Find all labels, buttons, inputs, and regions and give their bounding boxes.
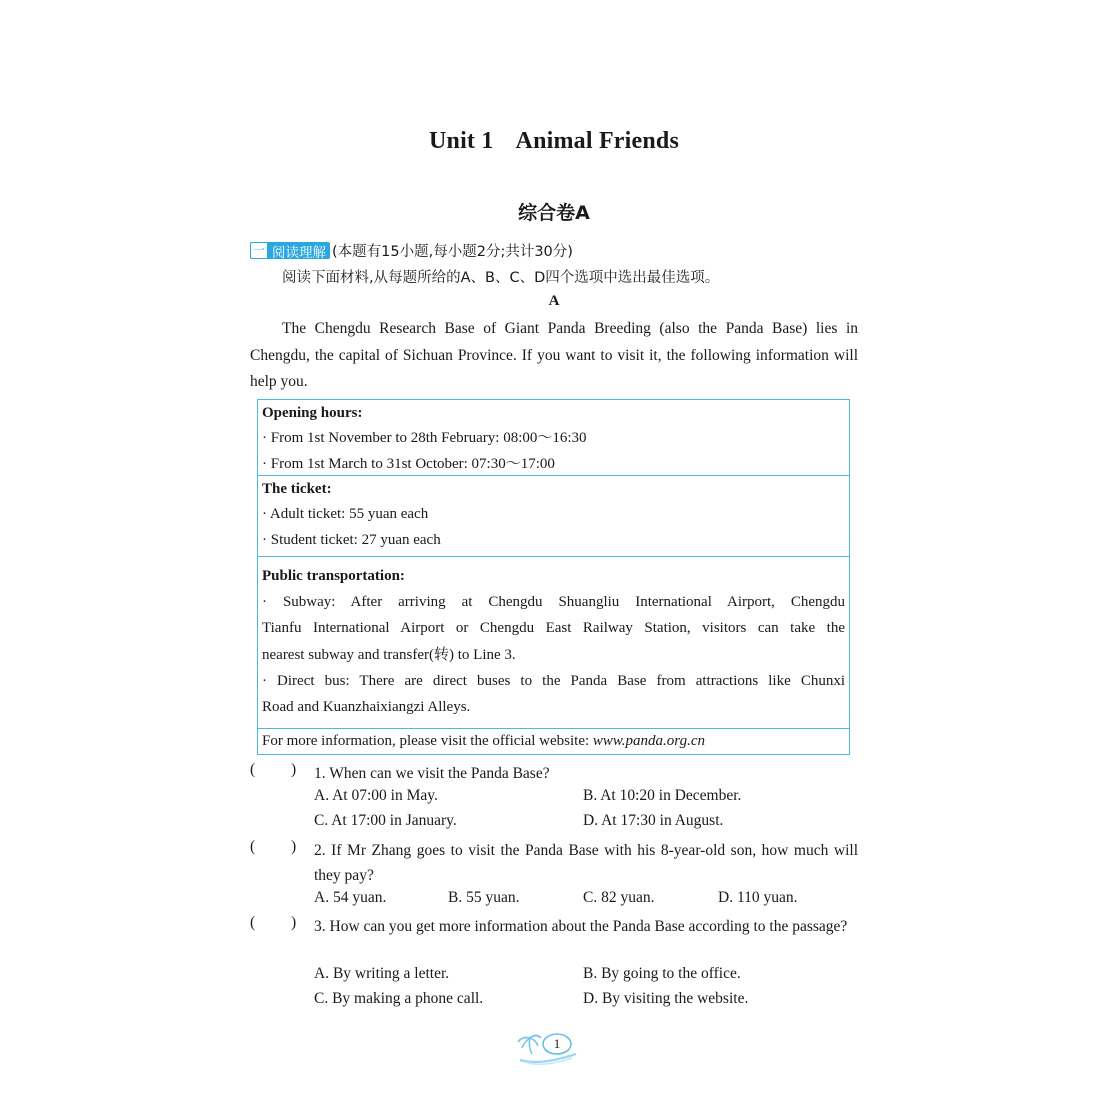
transportation-line: · Direct bus: There are direct buses to the Panda Base from attractions like Chunxi bbox=[262, 672, 845, 689]
option-c: C. At 17:00 in January. bbox=[314, 812, 457, 829]
more-info-line bbox=[262, 729, 845, 753]
info-box bbox=[257, 399, 850, 755]
more-info-text: For more information, please visit the official website: bbox=[262, 733, 593, 749]
section-header bbox=[250, 240, 573, 261]
instruction-text: 阅读下面材料,从每题所给的A、B、C、D四个选项中选出最佳选项。 bbox=[282, 270, 720, 286]
paper-subtitle: 综合卷A bbox=[518, 202, 590, 224]
section-number: 一 bbox=[250, 242, 268, 259]
question-text: 1. When can we visit the Panda Base? bbox=[314, 765, 550, 782]
question-text: 3. How can you get more information about the Panda Base according to the passage? bbox=[314, 918, 848, 935]
opening-hours-heading: Opening hours: bbox=[262, 405, 363, 421]
page-title bbox=[0, 128, 1108, 155]
section-label: 阅读理解 bbox=[272, 244, 326, 261]
section-badge bbox=[250, 242, 330, 259]
page-number: 1 bbox=[553, 1036, 561, 1051]
answer-paren-open: ( bbox=[250, 761, 256, 778]
option-b: B. At 10:20 in December. bbox=[583, 787, 742, 804]
question-2 bbox=[250, 838, 858, 918]
option-d: D. At 17:30 in August. bbox=[583, 812, 724, 829]
ticket-section bbox=[258, 476, 849, 557]
ticket-line: · Adult ticket: 55 yuan each bbox=[262, 506, 429, 522]
unit-name: Animal Friends bbox=[515, 128, 680, 154]
section-note: (本题有15小题,每小题2分;共计30分) bbox=[332, 244, 573, 260]
more-info-section bbox=[258, 729, 849, 754]
answer-paren-close: ) bbox=[291, 838, 297, 855]
answer-paren-close: ) bbox=[291, 761, 297, 778]
answer-paren-open: ( bbox=[250, 838, 256, 855]
option-b: B. 55 yuan. bbox=[448, 889, 520, 906]
transportation-line: · Subway: After arriving at Chengdu Shuangliu International Airport, Chengdu bbox=[262, 594, 845, 610]
ticket-line: · Student ticket: 27 yuan each bbox=[262, 532, 441, 549]
transportation-section bbox=[258, 557, 849, 729]
part-label: A bbox=[548, 293, 560, 309]
question-text: 2. If Mr Zhang goes to visit the Panda Base with his 8-year-old son, how much will they pay? bbox=[314, 842, 858, 884]
opening-hours-section bbox=[258, 400, 849, 476]
question-1 bbox=[250, 761, 858, 841]
answer-paren-close: ) bbox=[291, 914, 297, 931]
option-a: A. 54 yuan. bbox=[314, 889, 387, 906]
page-number-ornament bbox=[514, 1030, 580, 1066]
option-d: D. 110 yuan. bbox=[718, 889, 798, 906]
transportation-line: nearest subway and transfer(转) to Line 3. bbox=[262, 646, 516, 663]
intro-paragraph: The Chengdu Research Base of Giant Panda Breeding (also the Panda Base) lies in Chengdu, the capital of Sichuan Province. If you want to visit it, the following information will help you. bbox=[250, 320, 858, 390]
question-3 bbox=[250, 914, 858, 1014]
opening-hours-line: · From 1st March to 31st October: 07:30～17:00 bbox=[262, 456, 555, 473]
option-c: C. By making a phone call. bbox=[314, 990, 484, 1007]
unit-number: Unit 1 bbox=[428, 128, 494, 154]
answer-paren-open: ( bbox=[250, 914, 256, 931]
option-d: D. By visiting the website. bbox=[583, 990, 749, 1007]
website-link[interactable]: www.panda.org.cn bbox=[592, 733, 705, 749]
option-c: C. 82 yuan. bbox=[583, 889, 655, 906]
option-a: A. By writing a letter. bbox=[314, 965, 450, 982]
ticket-heading: The ticket: bbox=[262, 481, 332, 497]
option-b: B. By going to the office. bbox=[583, 965, 741, 982]
opening-hours-line: · From 1st November to 28th February: 08:00～16:30 bbox=[262, 430, 587, 446]
option-a: A. At 07:00 in May. bbox=[314, 787, 438, 804]
transportation-line: Road and Kuanzhaixiangzi Alleys. bbox=[262, 699, 471, 716]
transportation-line: Tianfu International Airport or Chengdu East Railway Station, visitors can take the bbox=[262, 620, 845, 637]
transportation-heading: Public transportation: bbox=[262, 568, 405, 584]
